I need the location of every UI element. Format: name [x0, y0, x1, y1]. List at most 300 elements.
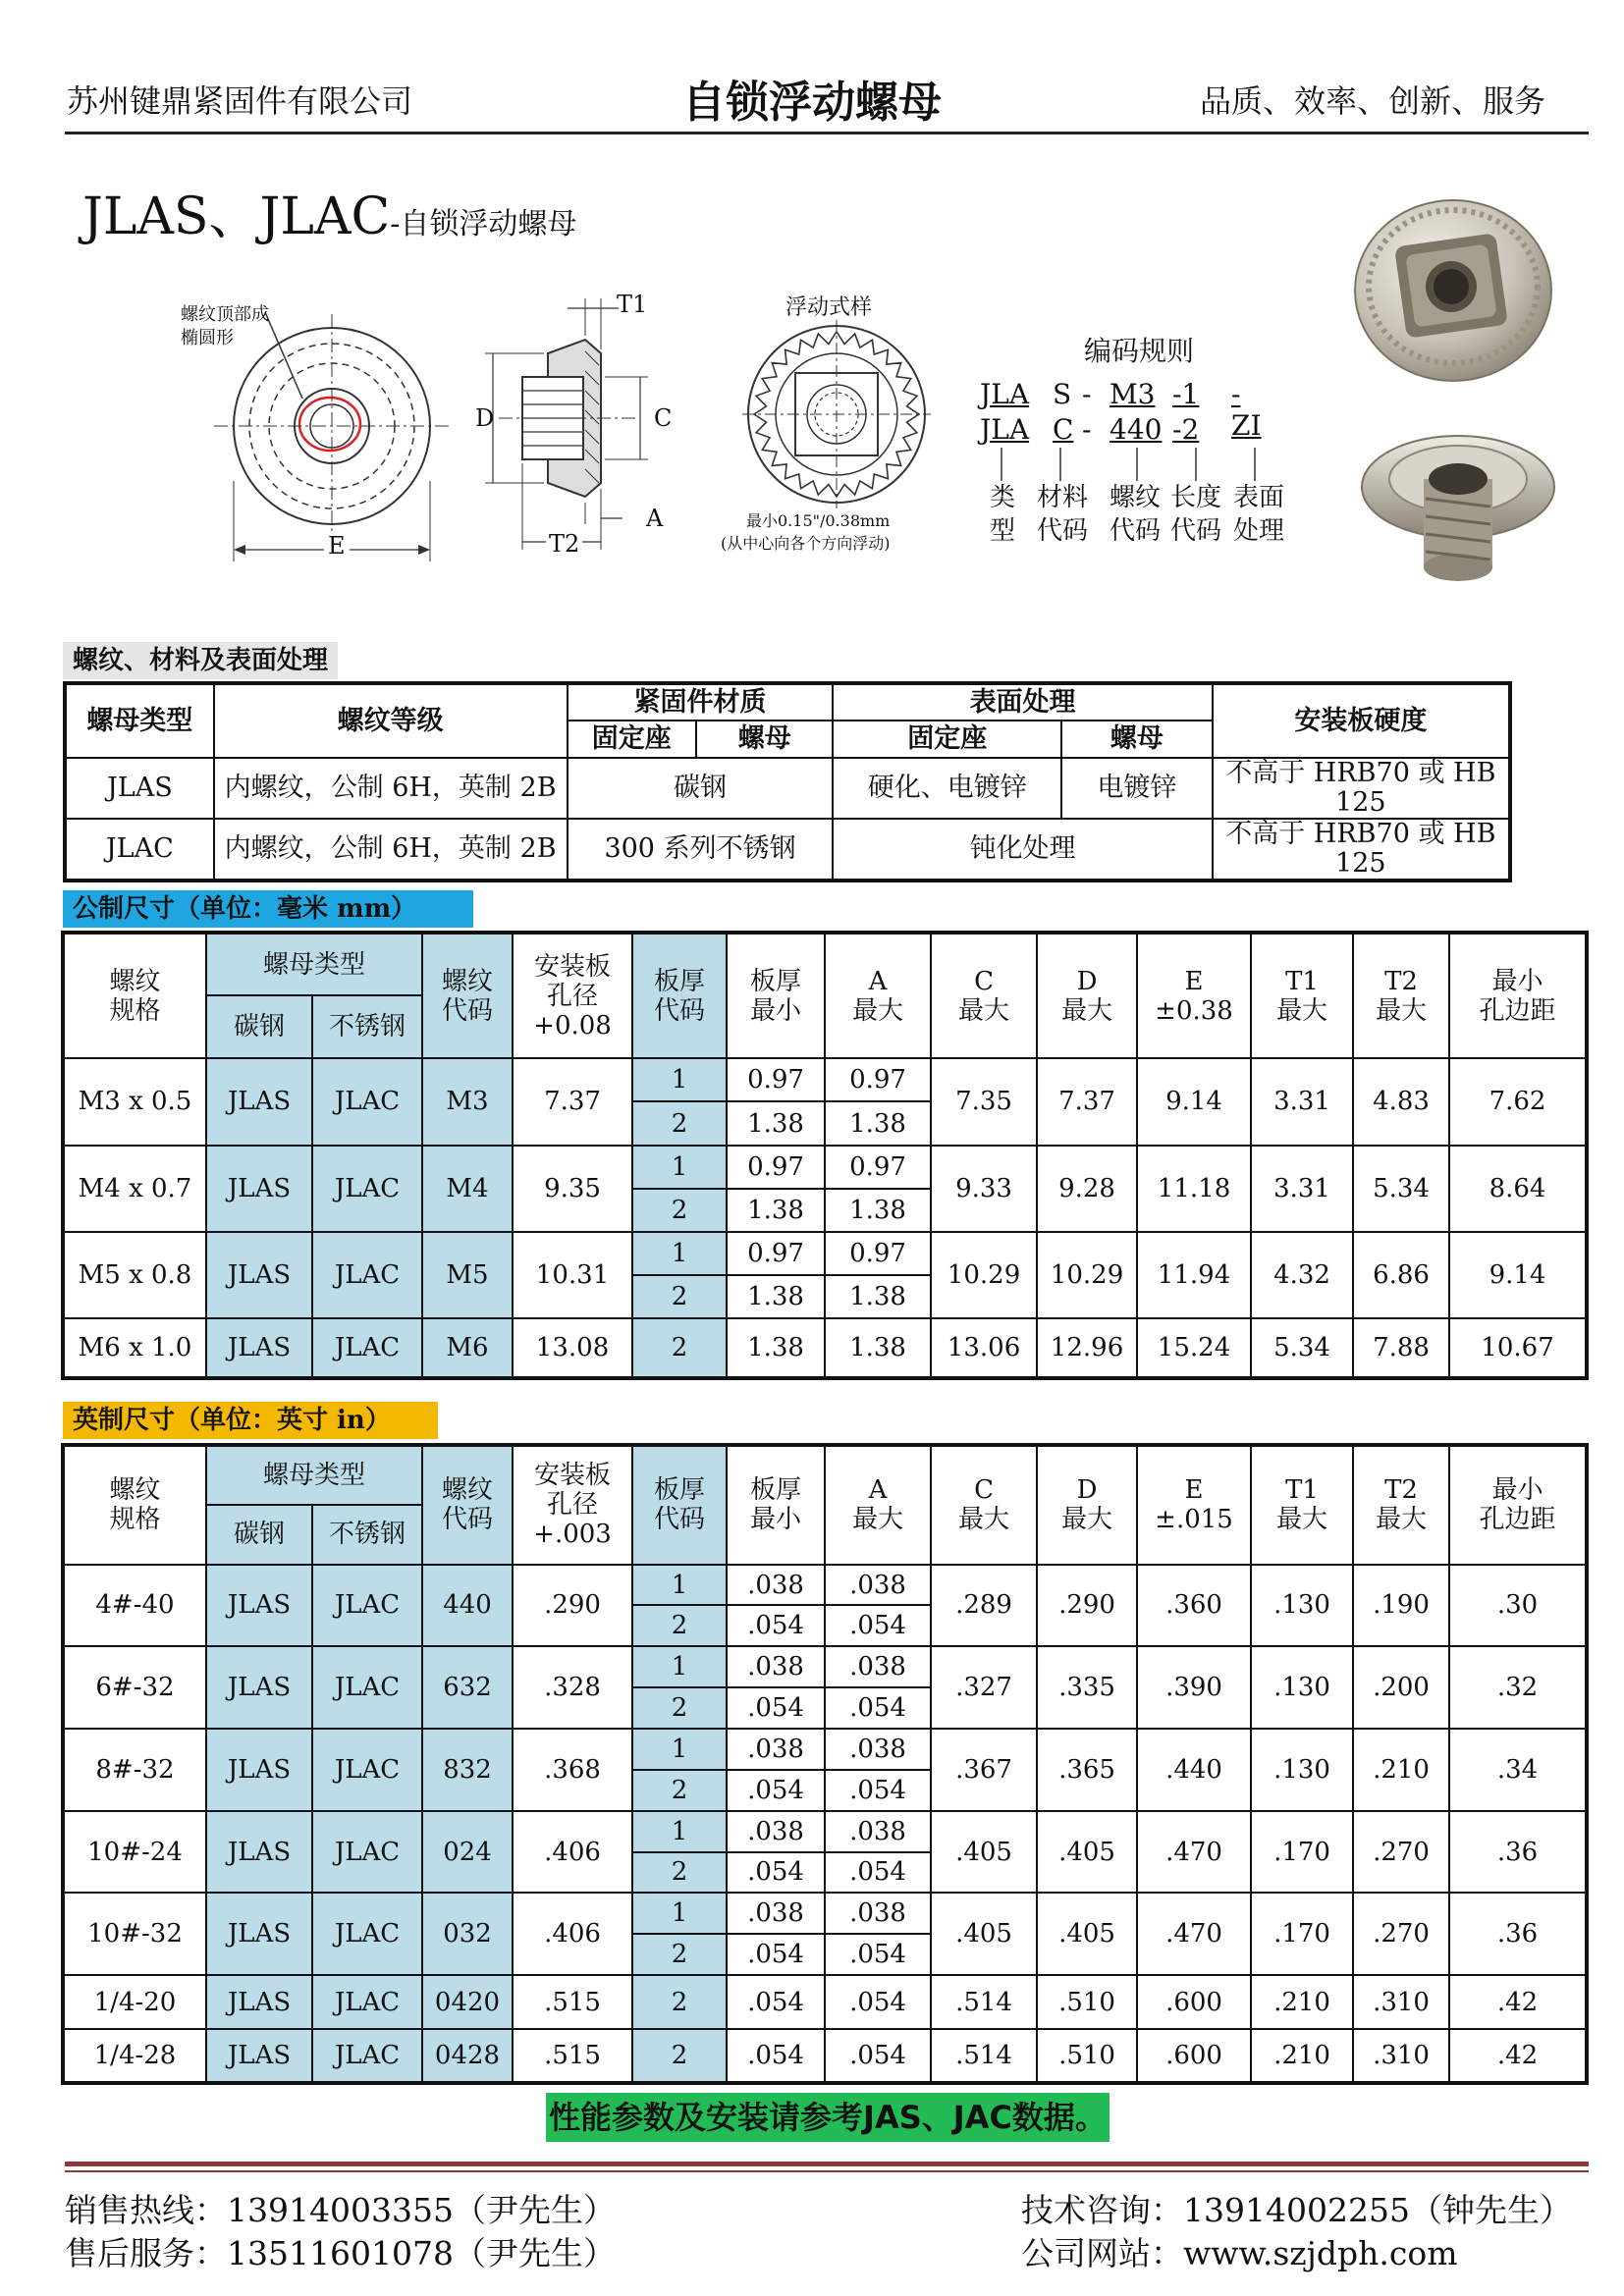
header-e [1137, 1445, 1251, 1565]
cell-hole: .328 [513, 1646, 632, 1729]
table-row [63, 1975, 1587, 2029]
header-seat: 固定座 [568, 721, 696, 758]
company-website [1021, 2228, 1458, 2274]
cell-t2: 4.83 [1353, 1058, 1449, 1145]
code-label-thread: 代码 [1109, 516, 1161, 546]
cell-d: .405 [1037, 1893, 1137, 1975]
cell-e: 15.24 [1137, 1318, 1251, 1378]
cell-e: .440 [1137, 1729, 1251, 1811]
cell-thickness-code: 1 [632, 1893, 727, 1934]
cell-e: .600 [1137, 1975, 1251, 2029]
cell-material: 碳钢 [568, 758, 834, 819]
header-carbon-steel: 碳钢 [206, 995, 312, 1058]
cell-thickness-code: 2 [632, 1770, 727, 1811]
cell-t1: 3.31 [1251, 1146, 1353, 1232]
header-thickness-code-line: 板厚 [654, 1475, 706, 1506]
cell-hole: .406 [513, 1893, 632, 1975]
header-d-line: 最大 [1061, 1505, 1113, 1535]
cell-thickness-min: .054 [727, 1934, 825, 1975]
header-t1 [1251, 1445, 1353, 1565]
header-hole-line: 孔径 [547, 981, 599, 1011]
cell-thickness-code: 2 [632, 1687, 727, 1729]
cell-carbon-steel: JLAS [206, 1232, 312, 1318]
cell-thread-spec: 1/4-28 [63, 2029, 206, 2083]
cell-e: 11.18 [1137, 1146, 1251, 1232]
cell-hole: 7.37 [513, 1058, 632, 1145]
cell-thickness-code: 2 [632, 1975, 727, 2029]
cell-stainless: JLAC [312, 1893, 422, 1975]
cell-c: .514 [931, 2029, 1037, 2083]
cell-thread-code: M6 [422, 1318, 513, 1378]
float-style-diagram [738, 316, 935, 512]
cell-thickness-code: 1 [632, 1565, 727, 1606]
code-label-material: 材料 [1036, 483, 1088, 512]
cell-thread-spec: M4 x 0.7 [63, 1146, 206, 1232]
cell-t2: .270 [1353, 1893, 1449, 1975]
float-note-line1: 最小0.15"/0.38mm [746, 511, 891, 530]
cell-thread-spec: M3 x 0.5 [63, 1058, 206, 1145]
after-sales [65, 2228, 616, 2274]
cell-surface-nut: 电镀锌 [1061, 758, 1213, 819]
header-d-line: D [1076, 966, 1098, 996]
cell-edge: 7.62 [1449, 1058, 1587, 1145]
cell-hole: .368 [513, 1729, 632, 1811]
cell-thickness-code: 2 [632, 1318, 727, 1378]
cell-A-max: .038 [825, 1565, 931, 1606]
cell-hardness: 不高于 HRB70 或 HB 125 [1213, 758, 1510, 819]
code-label-thread: 螺纹 [1109, 483, 1161, 512]
cell-thickness-min: .038 [727, 1893, 825, 1934]
cell-carbon-steel: JLAS [206, 1058, 312, 1145]
cell-stainless: JLAC [312, 1146, 422, 1232]
cell-thickness-code: 1 [632, 1646, 727, 1687]
cell-A-max: .054 [825, 1852, 931, 1894]
header-e [1137, 933, 1251, 1058]
cell-thread-code: 0428 [422, 2029, 513, 2083]
code-label-length: 长度 [1169, 483, 1221, 512]
cell-thickness-code: 2 [632, 1852, 727, 1894]
web-value[interactable]: www.szjdph.com [1183, 2234, 1458, 2272]
cell-thickness-min: 0.97 [727, 1058, 825, 1101]
dim-label-D: D [475, 404, 495, 432]
cell-thickness-min: .038 [727, 1729, 825, 1770]
code-seg-dash: - [1082, 378, 1092, 410]
cell-A-max: 0.97 [825, 1232, 931, 1275]
table-row [63, 1893, 1587, 1934]
header-thickness-code-line: 代码 [654, 1505, 706, 1535]
header-thread-code-line: 代码 [442, 995, 494, 1026]
cell-stainless: JLAC [312, 1729, 422, 1811]
dim-label-T1: T1 [617, 291, 648, 318]
cell-thickness-code: 1 [632, 1232, 727, 1275]
code-seg-material: S [1053, 378, 1072, 410]
cell-d: .405 [1037, 1811, 1137, 1894]
cell-stainless: JLAC [312, 1318, 422, 1378]
header-thread-spec-line: 螺纹 [109, 966, 161, 996]
code-seg-dash: - [1082, 413, 1092, 446]
header-d-line: D [1076, 1475, 1098, 1506]
header-t2-line: 最大 [1376, 995, 1428, 1026]
header-e-line: E [1184, 966, 1204, 996]
header-thick-min-line: 板厚 [750, 966, 802, 996]
code-seg-thread: M3 [1110, 378, 1156, 410]
cell-carbon-steel: JLAS [206, 1975, 312, 2029]
cell-thickness-code: 2 [632, 1605, 727, 1646]
cell-type: JLAS [65, 758, 214, 819]
sales-value: 13914003355（尹先生） [227, 2191, 616, 2229]
product-title [82, 175, 576, 248]
code-seg-length: -1 [1172, 378, 1200, 410]
cell-A-max: 1.38 [825, 1101, 931, 1145]
header-t2-line: T2 [1384, 966, 1418, 996]
header-c-line: 最大 [958, 995, 1010, 1026]
header-thick-min [727, 1445, 825, 1565]
cell-A-max: .054 [825, 1605, 931, 1646]
cell-A-max: .038 [825, 1646, 931, 1687]
cell-thread-code: 024 [422, 1811, 513, 1894]
cell-thickness-min: .054 [727, 2029, 825, 2083]
cell-e: 11.94 [1137, 1232, 1251, 1318]
header-thread-grade: 螺纹等级 [214, 683, 568, 758]
header-t1 [1251, 933, 1353, 1058]
code-seg-thread: 440 [1110, 413, 1163, 446]
cell-thickness-min: 1.38 [727, 1189, 825, 1232]
cell-carbon-steel: JLAS [206, 1811, 312, 1894]
header-a-line: 最大 [852, 995, 904, 1026]
cell-d: .510 [1037, 1975, 1137, 2029]
section-tag-materials: 螺纹、材料及表面处理 [63, 642, 338, 679]
cell-surface-seat: 硬化、电镀锌 [833, 758, 1061, 819]
cell-t2: 5.34 [1353, 1146, 1449, 1232]
table-row [63, 1146, 1587, 1189]
page-title: 自锁浮动螺母 [682, 78, 942, 128]
thread-note-line1: 螺纹顶部成 [181, 304, 269, 325]
header-nut-type: 螺母类型 [65, 683, 214, 758]
cell-carbon-steel: JLAS [206, 1565, 312, 1647]
float-style-title: 浮动式样 [785, 295, 873, 320]
cell-thickness-code: 2 [632, 1275, 727, 1318]
section-tag-imperial: 英制尺寸（单位：英寸 in） [63, 1402, 438, 1439]
cell-thickness-min: .054 [727, 1605, 825, 1646]
header-hole-line: +0.08 [533, 1010, 612, 1041]
header-e-line: ±.015 [1155, 1505, 1233, 1535]
table-row [65, 819, 1510, 881]
cell-thread-code: 440 [422, 1565, 513, 1647]
dim-label-C: C [654, 404, 673, 432]
header-thick-min [727, 933, 825, 1058]
dim-label-E: E [324, 532, 350, 560]
cell-t1: 3.31 [1251, 1058, 1353, 1145]
header-a-line: A [868, 966, 888, 996]
cell-hole: 13.08 [513, 1318, 632, 1378]
header-carbon-steel: 碳钢 [206, 1505, 312, 1565]
cell-thickness-min: .038 [727, 1646, 825, 1687]
cell-stainless: JLAC [312, 1811, 422, 1894]
header-thread-code [422, 933, 513, 1058]
header-hole [513, 1445, 632, 1565]
cell-d: .335 [1037, 1646, 1137, 1729]
header-thickness-code-line: 板厚 [654, 966, 706, 996]
service-value: 13511601078（尹先生） [227, 2234, 616, 2272]
code-seg-finish: -ZI [1231, 378, 1262, 442]
thread-note-line2: 椭圆形 [181, 328, 234, 348]
service-label: 售后服务： [65, 2234, 227, 2272]
header-thread-code [422, 1445, 513, 1565]
code-seg-type: JLA [980, 413, 1030, 446]
cell-d: 9.28 [1037, 1146, 1137, 1232]
cell-t1: .210 [1251, 1975, 1353, 2029]
cell-edge: .42 [1449, 2029, 1587, 2083]
header-d [1037, 933, 1137, 1058]
cell-thread-code: 0420 [422, 1975, 513, 2029]
header-thick-min-line: 最小 [750, 1505, 802, 1535]
cell-grade: 内螺纹，公制 6H，英制 2B [214, 819, 568, 881]
header-edge-line: 孔边距 [1479, 1505, 1556, 1535]
header-thickness-code [632, 1445, 727, 1565]
cell-thread-code: 032 [422, 1893, 513, 1975]
header-d-line: 最大 [1061, 995, 1113, 1026]
float-note-line2: (从中心向各个方向浮动) [721, 534, 891, 553]
header-nut: 螺母 [1061, 721, 1213, 758]
code-seg-material: C [1053, 413, 1074, 446]
cell-d: .290 [1037, 1565, 1137, 1647]
product-subtitle: -自锁浮动螺母 [390, 207, 577, 241]
cell-edge: .30 [1449, 1565, 1587, 1647]
cell-d: 12.96 [1037, 1318, 1137, 1378]
cell-thread-spec: M6 x 1.0 [63, 1318, 206, 1378]
cell-t1: 4.32 [1251, 1232, 1353, 1318]
header-c-line: 最大 [958, 1505, 1010, 1535]
header-thread-spec [63, 1445, 206, 1565]
cell-thread-code: M4 [422, 1146, 513, 1232]
cell-stainless: JLAC [312, 2029, 422, 2083]
cell-c: .367 [931, 1729, 1037, 1811]
header-thread-code-line: 螺纹 [442, 1475, 494, 1506]
header-surface: 表面处理 [833, 683, 1212, 721]
cell-stainless: JLAC [312, 1058, 422, 1145]
cell-e: .600 [1137, 2029, 1251, 2083]
product-code: JLAS、JLAC [82, 187, 391, 246]
cell-d: .510 [1037, 2029, 1137, 2083]
cell-hole: .515 [513, 1975, 632, 2029]
cell-thread-code: 632 [422, 1646, 513, 1729]
cell-stainless: JLAC [312, 1975, 422, 2029]
code-label-length: 代码 [1169, 516, 1221, 546]
cell-stainless: JLAC [312, 1232, 422, 1318]
header-t2 [1353, 933, 1449, 1058]
cell-edge: .36 [1449, 1811, 1587, 1894]
header-a [825, 933, 931, 1058]
cell-thickness-code: 1 [632, 1146, 727, 1189]
cell-carbon-steel: JLAS [206, 2029, 312, 2083]
header-hole-line: 孔径 [547, 1490, 599, 1521]
cell-hole: 9.35 [513, 1146, 632, 1232]
header-a-line: 最大 [852, 1505, 904, 1535]
cell-A-max: 1.38 [825, 1189, 931, 1232]
cell-material: 300 系列不锈钢 [568, 819, 834, 881]
cell-t1: .170 [1251, 1811, 1353, 1894]
cell-A-max: .054 [825, 1687, 931, 1729]
cell-e: .470 [1137, 1893, 1251, 1975]
cell-thickness-min: .054 [727, 1687, 825, 1729]
header-c-line: C [974, 966, 994, 996]
web-label: 公司网站： [1021, 2234, 1183, 2272]
table-row [63, 1565, 1587, 1606]
metric-dimension-table [61, 931, 1589, 1380]
cell-thread-spec: 10#-32 [63, 1893, 206, 1975]
code-seg-length: -2 [1172, 413, 1200, 446]
header-thickness-code [632, 933, 727, 1058]
cell-hole: .290 [513, 1565, 632, 1647]
cell-c: 10.29 [931, 1232, 1037, 1318]
cell-thickness-code: 1 [632, 1058, 727, 1101]
cell-c: .405 [931, 1893, 1037, 1975]
cell-thread-spec: 1/4-20 [63, 1975, 206, 2029]
cell-d: .365 [1037, 1729, 1137, 1811]
cell-grade: 内螺纹，公制 6H，英制 2B [214, 758, 568, 819]
cell-A-max: .038 [825, 1893, 931, 1934]
tech-label: 技术咨询： [1021, 2191, 1183, 2229]
cell-A-max: .054 [825, 1934, 931, 1975]
dim-label-A: A [646, 505, 664, 532]
cell-thickness-code: 2 [632, 1189, 727, 1232]
cell-thread-spec: 4#-40 [63, 1565, 206, 1647]
header-e-line: ±0.38 [1155, 995, 1233, 1026]
cell-A-max: .054 [825, 1770, 931, 1811]
cell-thickness-min: 1.38 [727, 1101, 825, 1145]
cell-t1: .210 [1251, 2029, 1353, 2083]
header-t1-line: T1 [1285, 1475, 1319, 1506]
header-nut-type: 螺母类型 [206, 1445, 422, 1505]
header-t1-line: 最大 [1276, 995, 1328, 1026]
cell-d: 10.29 [1037, 1232, 1137, 1318]
cell-carbon-steel: JLAS [206, 1318, 312, 1378]
cell-hole: 10.31 [513, 1232, 632, 1318]
cell-edge: .34 [1449, 1729, 1587, 1811]
code-label-type: 型 [989, 516, 1015, 546]
header-thread-spec-line: 螺纹 [109, 1475, 161, 1506]
cell-stainless: JLAC [312, 1646, 422, 1729]
product-photo-bottom [1355, 410, 1561, 587]
company-name: 苏州键鼎紧固件有限公司 [67, 82, 413, 120]
cell-thread-spec: 10#-24 [63, 1811, 206, 1894]
cell-edge: .36 [1449, 1893, 1587, 1975]
cell-t2: .190 [1353, 1565, 1449, 1647]
cell-e: 9.14 [1137, 1058, 1251, 1145]
cell-t1: .130 [1251, 1565, 1353, 1647]
tech-consult [1021, 2185, 1572, 2231]
cell-c: 9.33 [931, 1146, 1037, 1232]
header-thickness-code-line: 代码 [654, 995, 706, 1026]
cell-hole: .515 [513, 2029, 632, 2083]
header-hole-line: 安装板 [534, 1461, 612, 1491]
header-nut-type: 螺母类型 [206, 933, 422, 995]
footer-divider [65, 2162, 1589, 2166]
table-row [63, 1811, 1587, 1852]
cell-A-max: 0.97 [825, 1146, 931, 1189]
header-hole-line: +.003 [533, 1520, 612, 1550]
table-row [65, 758, 1510, 819]
footer-divider [65, 2170, 1589, 2172]
cell-thickness-code: 2 [632, 1934, 727, 1975]
cell-thickness-min: 0.97 [727, 1146, 825, 1189]
cell-edge: 8.64 [1449, 1146, 1587, 1232]
cell-carbon-steel: JLAS [206, 1729, 312, 1811]
header-a-line: A [868, 1475, 888, 1506]
header-thread-spec [63, 933, 206, 1058]
cell-thickness-code: 2 [632, 1101, 727, 1145]
header-stainless: 不锈钢 [312, 1505, 422, 1565]
header-edge-line: 最小 [1491, 1475, 1543, 1506]
cell-c: .405 [931, 1811, 1037, 1894]
header-edge [1449, 1445, 1587, 1565]
cell-thread-spec: 6#-32 [63, 1646, 206, 1729]
header-material: 紧固件材质 [568, 683, 834, 721]
cell-t2: .310 [1353, 2029, 1449, 2083]
reference-note: 性能参数及安装请参考JAS、JAC数据。 [546, 2093, 1110, 2142]
table-row [63, 1729, 1587, 1770]
cell-edge: .42 [1449, 1975, 1587, 2029]
code-label-finish: 处理 [1232, 516, 1284, 546]
cell-t1: .170 [1251, 1893, 1353, 1975]
cell-stainless: JLAC [312, 1565, 422, 1647]
cell-e: .360 [1137, 1565, 1251, 1647]
header-thread-spec-line: 规格 [109, 995, 161, 1026]
header-hole [513, 933, 632, 1058]
header-t1-line: 最大 [1276, 1505, 1328, 1535]
header-thread-code-line: 代码 [442, 1505, 494, 1535]
cell-A-max: .054 [825, 1975, 931, 2029]
header-c [931, 933, 1037, 1058]
materials-table [63, 681, 1512, 882]
header-thick-min-line: 最小 [750, 995, 802, 1026]
cell-t2: .310 [1353, 1975, 1449, 2029]
header-a [825, 1445, 931, 1565]
header-c [931, 1445, 1037, 1565]
table-row [63, 1646, 1587, 1687]
cell-thickness-min: .038 [727, 1811, 825, 1852]
code-label-material: 代码 [1036, 516, 1088, 546]
header-hardness: 安装板硬度 [1213, 683, 1510, 758]
cell-thickness-min: .038 [727, 1565, 825, 1606]
header-e-line: E [1184, 1475, 1204, 1506]
cell-t2: .200 [1353, 1646, 1449, 1729]
cell-A-max: 0.97 [825, 1058, 931, 1101]
cell-edge: .32 [1449, 1646, 1587, 1729]
code-label-finish: 表面 [1232, 483, 1284, 512]
cell-thickness-code: 1 [632, 1811, 727, 1852]
table-row [63, 1058, 1587, 1101]
product-photo-top [1345, 192, 1561, 389]
cell-c: 7.35 [931, 1058, 1037, 1145]
cell-A-max: .038 [825, 1811, 931, 1852]
table-row [63, 1318, 1587, 1378]
cell-type: JLAC [65, 819, 214, 881]
cell-thread-code: M3 [422, 1058, 513, 1145]
cell-surface: 钝化处理 [833, 819, 1212, 881]
header-thread-spec-line: 规格 [109, 1505, 161, 1535]
cell-A-max: 1.38 [825, 1275, 931, 1318]
cell-thickness-min: .054 [727, 1770, 825, 1811]
cell-thickness-min: .054 [727, 1975, 825, 2029]
header-edge-line: 最小 [1491, 966, 1543, 996]
cell-thickness-min: 0.97 [727, 1232, 825, 1275]
header-divider [65, 132, 1589, 134]
cell-c: .514 [931, 1975, 1037, 2029]
cell-t2: 7.88 [1353, 1318, 1449, 1378]
header-c-line: C [974, 1475, 994, 1506]
header-stainless: 不锈钢 [312, 995, 422, 1058]
